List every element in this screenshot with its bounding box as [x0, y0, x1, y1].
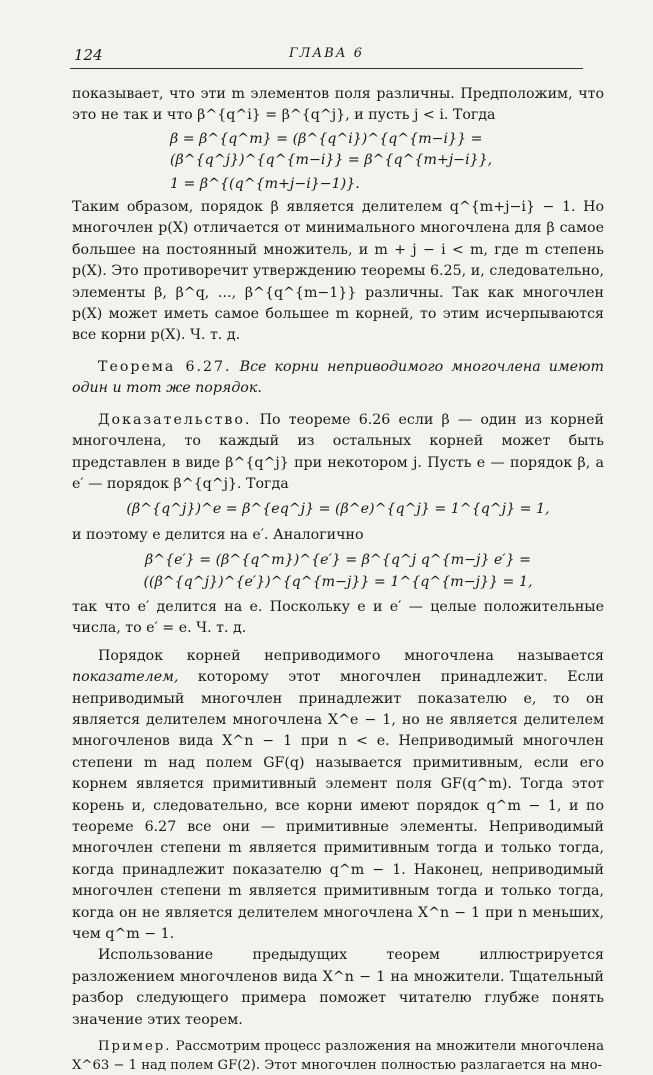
proof-text: По теореме 6.26 если β — один из корней многочлена, то каждый из остальных корней может быть представлен в виде β^{q^j} при некотором j. Пусть e — порядок β, а e′ — порядок β^{q^j}. Тогда: [72, 411, 604, 492]
paragraph-5: [72, 646, 604, 946]
p5-rest: которому этот многочлен принадлежит. Если неприводимый многочлен принадлежит показателю e, то он является делителем многочлена X^e − 1, но не является делителем многочленов вида X^n − 1 при n < e. Неприводимый многочлен степени m над полем GF(q) называется примитивным, если его корнем является примитивный элемент поля GF(q^m). Тогда этот корень и, следовательно, все корни имеют порядок q^m − 1, и по теореме 6.27 все они — примитивные элементы. Неприводимый многочлен степени m является примитивным тогда и только тогда, когда принадлежит показателю q^m − 1. Наконец, неприводимый многочлен степени m является примитивным тогда и только тогда, когда он не является делителем многочлена X^n − 1 при n меньших, чем q^m − 1.: [72, 669, 604, 943]
page-body: [72, 84, 604, 1075]
theorem-6-27: [72, 357, 604, 400]
term-exponent: показателем,: [72, 669, 179, 686]
paragraph-4: так что e′ делится на e. Поскольку e и e′ — целые положительные числа, то e′ = e. Ч. т. д.: [72, 598, 604, 637]
proof: [72, 410, 604, 496]
example: [72, 1037, 604, 1075]
equation-1: β = β^{q^m} = (β^{q^i})^{q^{m−i}} = (β^{q^j})^{q^{m−i}} = β^{q^{m+j−i}},: [170, 130, 493, 169]
proof-label: Доказательство.: [98, 411, 252, 428]
example-text: Рассмотрим процесс разложения на множители многочлена X^63 − 1 над полем GF(2). Этот многочлен полностью разлагается на мно-: [72, 1039, 604, 1074]
theorem-text: Все корни неприводимого многочлена имеют один и тот же порядок.: [72, 358, 604, 397]
equation-4: β^{e′} = (β^{q^m})^{e′} = β^{q^j q^{m−j} e′} = ((β^{q^j})^{e′})^{q^{m−j}} = 1^{q^{m−j}} = 1,: [143, 552, 533, 590]
page-header: [70, 46, 583, 68]
example-label: Пример.: [98, 1039, 172, 1055]
equation-3: (β^{q^j})^e = β^{eq^j} = (β^e)^{q^j} = 1^{q^j} = 1,: [126, 501, 550, 518]
page-number: 124: [74, 46, 103, 64]
paragraph-6: Использование предыдущих теорем иллюстрируется разложением многочленов вида X^n − 1 на множители. Тщательный разбор следующего примера поможет читателю глубже понять значение этих теорем.: [72, 947, 604, 1028]
chapter-title: ГЛАВА 6: [288, 46, 365, 61]
equation-2: 1 = β^{(q^{m+j−i}−1)}.: [170, 175, 360, 192]
header-rule: [70, 68, 583, 69]
p5-start: Порядок корней неприводимого многочлена называется: [98, 647, 604, 664]
theorem-label: Теорема 6.27.: [98, 358, 232, 375]
paragraph-2: Таким образом, порядок β является делителем q^{m+j−i} − 1. Но многочлен p(X) отличается от минимального многочлена для β самое большее на постоянный множитель, и m + j − i < m, где m степень p(X). Это противоречит утверждению теоремы 6.25, и, следовательно, элементы β, β^q, ..., β^{q^{m−1}} различны. Так как многочлен p(X) может иметь самое большее m корней, то этим исчерпываются все корни p(X). Ч. т. д.: [72, 199, 604, 344]
paragraph-1: показывает, что эти m элементов поля различны. Предположим, что это не так и что β^{q^i} = β^{q^j}, и пусть j < i. Тогда: [72, 86, 604, 124]
paragraph-3: и поэтому e делится на e′. Аналогично: [72, 526, 364, 543]
